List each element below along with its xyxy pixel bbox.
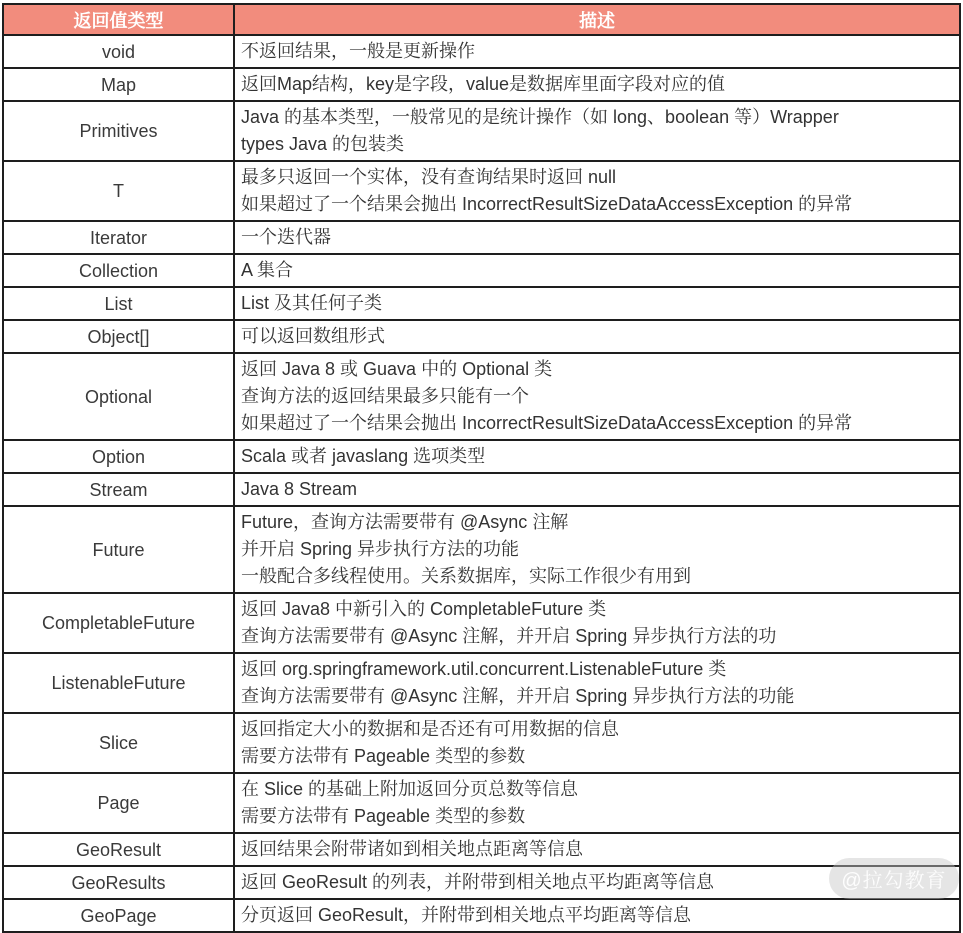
table-body: [3, 35, 960, 932]
description-line: Future，查询方法需要带有 @Async 注解: [241, 512, 569, 532]
table-row: [3, 899, 960, 932]
description-line: 不返回结果，一般是更新操作: [241, 41, 475, 61]
column-header-description: 描述: [234, 4, 960, 35]
return-type-cell: GeoResults: [3, 866, 234, 899]
table-row: [3, 713, 960, 773]
description-line: 返回 Java 8 或 Guava 中的 Optional 类: [241, 359, 553, 379]
description-line: 并开启 Spring 异步执行方法的功能: [241, 539, 520, 559]
return-type-cell: Slice: [3, 713, 234, 773]
description-line: 可以返回数组形式: [241, 326, 385, 346]
description-line: 返回Map结构，key是字段，value是数据库里面字段对应的值: [241, 74, 726, 94]
description-cell: [234, 899, 960, 932]
description-cell: [234, 713, 960, 773]
description-cell: [234, 773, 960, 833]
return-type-cell: Option: [3, 440, 234, 473]
description-cell: [234, 320, 960, 353]
description-line: 查询方法的返回结果最多只能有一个: [241, 386, 529, 406]
description-line: 返回结果会附带诸如到相关地点距离等信息: [241, 839, 583, 859]
description-cell: [234, 440, 960, 473]
return-type-cell: Page: [3, 773, 234, 833]
description-cell: [234, 506, 960, 593]
description-line: 一个迭代器: [241, 227, 331, 247]
return-type-cell: Optional: [3, 353, 234, 440]
description-cell: [234, 101, 960, 161]
return-type-cell: Iterator: [3, 221, 234, 254]
watermark-text: @拉勾教育: [841, 870, 947, 892]
description-cell: [234, 68, 960, 101]
description-line: 查询方法需要带有 @Async 注解，并开启 Spring 异步执行方法的功: [241, 626, 777, 646]
return-type-cell: CompletableFuture: [3, 593, 234, 653]
description-cell: [234, 473, 960, 506]
description-line: 需要方法带有 Pageable 类型的参数: [241, 746, 526, 766]
description-line: 如果超过了一个结果会抛出 IncorrectResultSizeDataAccessException 的异常: [241, 194, 853, 214]
return-type-cell: Collection: [3, 254, 234, 287]
table-row: [3, 440, 960, 473]
description-line: 如果超过了一个结果会抛出 IncorrectResultSizeDataAccessException 的异常: [241, 413, 853, 433]
table-row: [3, 101, 960, 161]
table-row: [3, 161, 960, 221]
description-cell: [234, 833, 960, 866]
table-row: [3, 287, 960, 320]
description-line: 分页返回 GeoResult，并附带到相关地点平均距离等信息: [241, 905, 692, 925]
table-header: [3, 4, 960, 35]
description-line: List 及其任何子类: [241, 293, 383, 313]
return-type-cell: Future: [3, 506, 234, 593]
description-line: 返回 GeoResult 的列表，并附带到相关地点平均距离等信息: [241, 872, 715, 892]
description-line: 返回 org.springframework.util.concurrent.ListenableFuture 类: [241, 659, 727, 679]
description-line: 返回 Java8 中新引入的 CompletableFuture 类: [241, 599, 607, 619]
return-type-cell: ListenableFuture: [3, 653, 234, 713]
return-type-cell: Object[]: [3, 320, 234, 353]
return-type-cell: Primitives: [3, 101, 234, 161]
return-types-table: [2, 3, 961, 933]
return-type-cell: GeoResult: [3, 833, 234, 866]
return-type-cell: Map: [3, 68, 234, 101]
table-row: [3, 473, 960, 506]
table-row: [3, 353, 960, 440]
description-line: 在 Slice 的基础上附加返回分页总数等信息: [241, 779, 579, 799]
table-row: [3, 35, 960, 68]
table-row: [3, 221, 960, 254]
description-line: 返回指定大小的数据和是否还有可用数据的信息: [241, 719, 619, 739]
return-type-cell: GeoPage: [3, 899, 234, 932]
table-row: [3, 653, 960, 713]
description-line: Scala 或者 javaslang 选项类型: [241, 446, 486, 466]
table-row: [3, 593, 960, 653]
header-row: [3, 4, 960, 35]
table-row: [3, 320, 960, 353]
description-cell: [234, 221, 960, 254]
description-line: Java 8 Stream: [241, 479, 358, 499]
description-cell: [234, 287, 960, 320]
description-line: Java 的基本类型，一般常见的是统计操作（如 long、boolean 等）Wrapper: [241, 107, 839, 127]
description-line: types Java 的包装类: [241, 134, 405, 154]
return-type-cell: void: [3, 35, 234, 68]
column-header-return-type: 返回值类型: [3, 4, 234, 35]
table-row: [3, 506, 960, 593]
description-line: A 集合: [241, 260, 294, 280]
table-row: [3, 866, 960, 899]
description-line: 最多只返回一个实体，没有查询结果时返回 null: [241, 167, 617, 187]
description-cell: [234, 593, 960, 653]
description-cell: [234, 653, 960, 713]
description-line: 需要方法带有 Pageable 类型的参数: [241, 806, 526, 826]
description-line: 一般配合多线程使用。关系数据库，实际工作很少有用到: [241, 566, 691, 586]
table-row: [3, 254, 960, 287]
return-type-cell: Stream: [3, 473, 234, 506]
description-cell: [234, 161, 960, 221]
description-cell: [234, 866, 960, 899]
table-row: [3, 68, 960, 101]
table-row: [3, 833, 960, 866]
table-row: [3, 773, 960, 833]
return-type-cell: List: [3, 287, 234, 320]
description-cell: [234, 353, 960, 440]
description-line: 查询方法需要带有 @Async 注解，并开启 Spring 异步执行方法的功能: [241, 686, 795, 706]
description-cell: [234, 35, 960, 68]
description-cell: [234, 254, 960, 287]
return-type-cell: T: [3, 161, 234, 221]
